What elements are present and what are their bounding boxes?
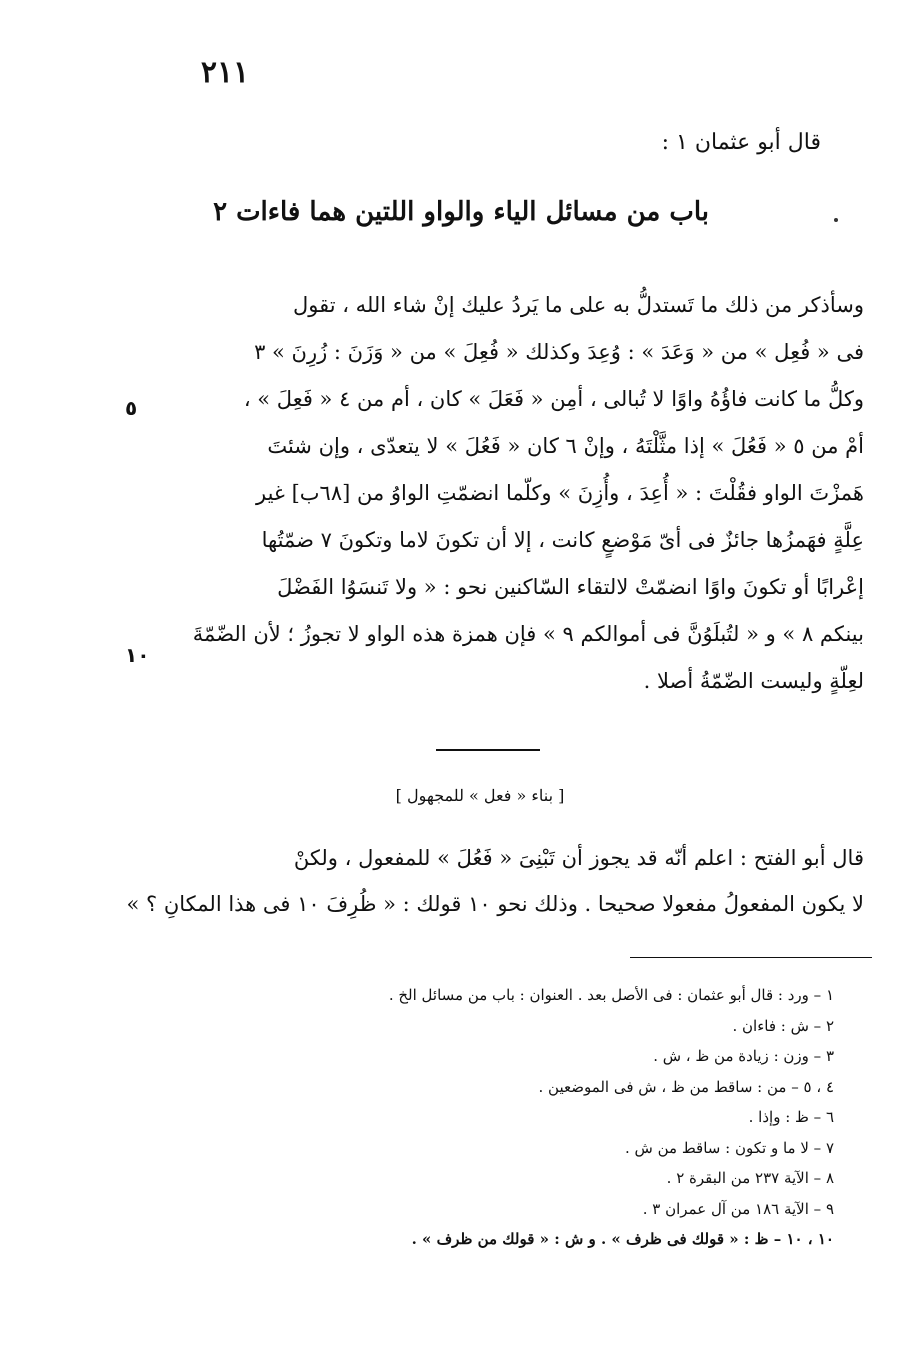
- ink-speck: [834, 218, 838, 222]
- footnote: ٣ – وزن : زيادة من ظ ، ش .: [653, 1047, 834, 1065]
- line-number-10: ١٠: [125, 643, 150, 667]
- main-text: [164, 282, 864, 705]
- footnote: ٤ ، ٥ – من : ساقط من ظ ، ش فى الموضعين .: [538, 1077, 834, 1096]
- text-line: بينكم ٨ » و « لتُبلَوُنَّ فى أموالكم ٩ » فإن همزة هذه الواو لا تجوزُ ؛ لأن الضّمّةَ: [192, 622, 864, 646]
- footnote: ٨ – الآية ٢٣٧ من البقرة ٢ .: [666, 1169, 834, 1187]
- text-line: فى « فُعِل » من « وَعَدَ » : وُعِدَ وكذلك « فُعِلَ » من « وَزَنَ : زُرِنَ » ٣: [254, 340, 864, 364]
- footnote: ١٠ ، ١٠ – ظ : « قولك فى ظرف » . و ش : « قولك من ظرف » .: [411, 1230, 834, 1248]
- text-line: أمْ من ٥ « فَعُلَ » إذا مثَّلْتَهُ ، وإنْ ٦ كان « فَعُلَ » لا يتعدّى ، وإن شئتَ: [267, 434, 864, 458]
- line-number-5: ٥: [125, 396, 138, 420]
- footnote: ٧ – لا ما و تكون : ساقط من ش .: [624, 1138, 834, 1157]
- page-number: ٢١١: [200, 55, 250, 90]
- intro-line: قال أبو عثمان ١ :: [661, 130, 821, 155]
- text-line: لا يكون المفعولُ مفعولا صحيحا . وذلك نحو ١٠ قولك : « ظُرِفَ ١٠ فى هذا المكانِ ؟ »: [126, 892, 864, 916]
- chapter-title: باب من مسائل الياء والواو اللتين هما فاءات ٢: [213, 197, 709, 227]
- text-line: هَمزْتَ الواو فقُلْتَ : « أُعِدَ ، وأُزِنَ » وكلّما انضمّتِ الواوُ من [٦٨ب] غير: [256, 481, 864, 505]
- text-line: إعْرابًا أو تكونَ واوًا انضمّتْ لالتقاء السّاكنين نحو : « ولا تَنسَوُا الفَضْلَ: [277, 575, 864, 599]
- text-line: وكلُّ ما كانت فاؤُهُ واوًا لا تُبالى ، أمِن « فَعَلَ » كان ، أم من ٤ « فَعِلَ » ،: [243, 387, 864, 411]
- footnote: ٦ – ظ : وإذا .: [748, 1108, 834, 1126]
- footnote-rule: [630, 957, 872, 958]
- text-line: عِلَّةٍ فهَمزُها جائزٌ فى أىّ مَوْضعٍ كانت ، إلا أن تكونَ لاما وتكونَ ٧ ضمّتُها: [261, 528, 864, 552]
- section-heading: [ بناء « فعل » للمجهول ]: [395, 786, 565, 805]
- text-line: وسأذكر من ذلك ما تَستدلُّ به على ما يَردُ عليك إنْ شاء الله ، تقول: [292, 293, 864, 317]
- section-divider: [436, 749, 540, 751]
- footnote: ٢ – ش : فاءان .: [732, 1016, 834, 1035]
- text-line: لعِلّةٍ وليست الضّمّةُ أصلا .: [643, 669, 864, 693]
- footnotes: [194, 980, 834, 1255]
- footnote: ١ – ورد : قال أبو عثمان : فى الأصل بعد . العنوان : باب من مسائل الخ .: [388, 986, 834, 1004]
- section-text: [126, 835, 864, 927]
- text-line: قال أبو الفتح : اعلم أنّه قد يجوز أن تَبْنِىَ « فَعُلَ » للمفعول ، ولكنْ: [293, 846, 864, 870]
- footnote: ٩ – الآية ١٨٦ من آل عمران ٣ .: [642, 1199, 834, 1218]
